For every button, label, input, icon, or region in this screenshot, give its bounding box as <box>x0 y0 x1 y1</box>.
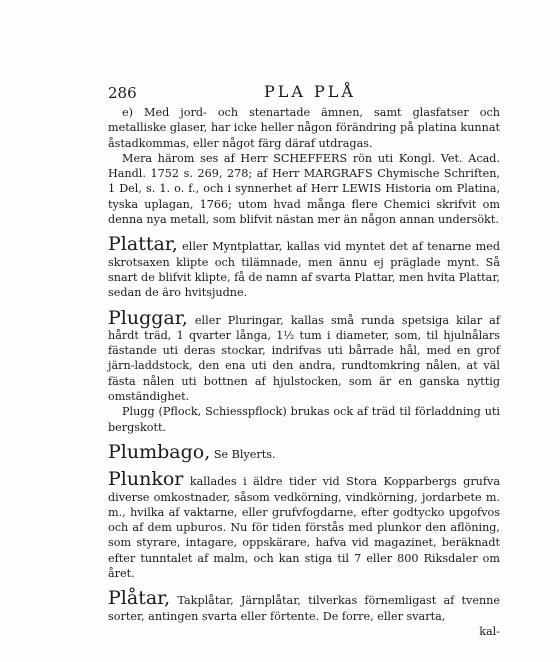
dictionary-entry <box>108 469 500 581</box>
entry-text: eller Pluringar, kallas små runda spetsiga kilar af hårdt träd, 1 qvarter långa, 1½ tum i diameter, som, til hjulnålars fästande uti deras stockar, indrifvas uti bårrade hål, med en grof järn-laddstock, den ena uti den andra, rundtomkring nålen, at väl fästa nålen uti bottnen af hjulstocken, som är en ganska nyttig omständighet. <box>108 313 500 404</box>
entry-headword: Plumbago, <box>108 440 211 463</box>
running-title: PLA PLÅ <box>264 82 356 101</box>
running-head <box>108 82 500 104</box>
entry-text: Se Blyerts. <box>213 447 276 461</box>
entry-headword: Pluggar, <box>108 306 188 329</box>
entry-headword: Plattar, <box>108 233 178 256</box>
entry-headword: Plåtar, <box>108 587 171 610</box>
entry-text: Takplåtar, Järnplåtar, tilverkas förnemligast af tvenne sorter, antingen svarta eller förtente. De forre, eller svarta, <box>108 594 500 623</box>
entry-headword: Plunkor <box>108 468 184 491</box>
dictionary-entry <box>108 588 500 624</box>
paragraph: Mera härom ses af Herr SCHEFFERS rön uti Kongl. Vet. Acad. Handl. 1752 s. 269, 278; af Herr MARGRAFS Chymische Schriften, 1 Del, s. 1. o. f., och i synnerhet af Herr LEWIS Historia om Platina, tyska uplagan, 1766; utom hvad många flere Chemici skrifvit om denna nya metall, som blifvit nästan mer än någon annan undersökt. <box>108 151 500 227</box>
entry-subparagraph: Plugg (Pflock, Schiesspflock) brukas ock af träd til förladdning uti bergskott. <box>108 405 500 434</box>
page-body <box>108 105 500 639</box>
dictionary-entry <box>108 308 500 405</box>
entry-text: kallades i äldre tider vid Stora Kopparbergs grufva diverse omkostnader, såsom vedkörning, vindkörning, jordarbete m. m., hvilka af vaktarne, eller grufvfogdarne, efter godtycko upgofvos och af dem upburos. Nu för tiden förstås med plunkor den aflöning, som styrare, intagare, oppskärare, hafva vid magazinet, beräknadt efter tunntalet af malm, och kan stiga til 7 eller 800 Riksdaler om året. <box>108 475 500 581</box>
dictionary-entry <box>108 234 500 300</box>
dictionary-entry <box>108 442 500 462</box>
catchword: kal- <box>479 624 500 638</box>
page-number: 286 <box>108 84 137 102</box>
entry-text: eller Myntplattar, kallas vid myntet det af tenarne med skrotsaxen klipte och tilämnade, men ännu ej präglade mynt. Så snart de blifvit klipte, få de namn af svarta Plattar, men hvita Plattar, sedan de äro hvitsjudne. <box>108 240 500 300</box>
paragraph: e) Med jord- och stenartade ämnen, samt glasfatser och metalliske glaser, har icke heller någon förändring på platina kunnat åstadkommas, eller något färg däraf utdragas. <box>108 106 500 150</box>
